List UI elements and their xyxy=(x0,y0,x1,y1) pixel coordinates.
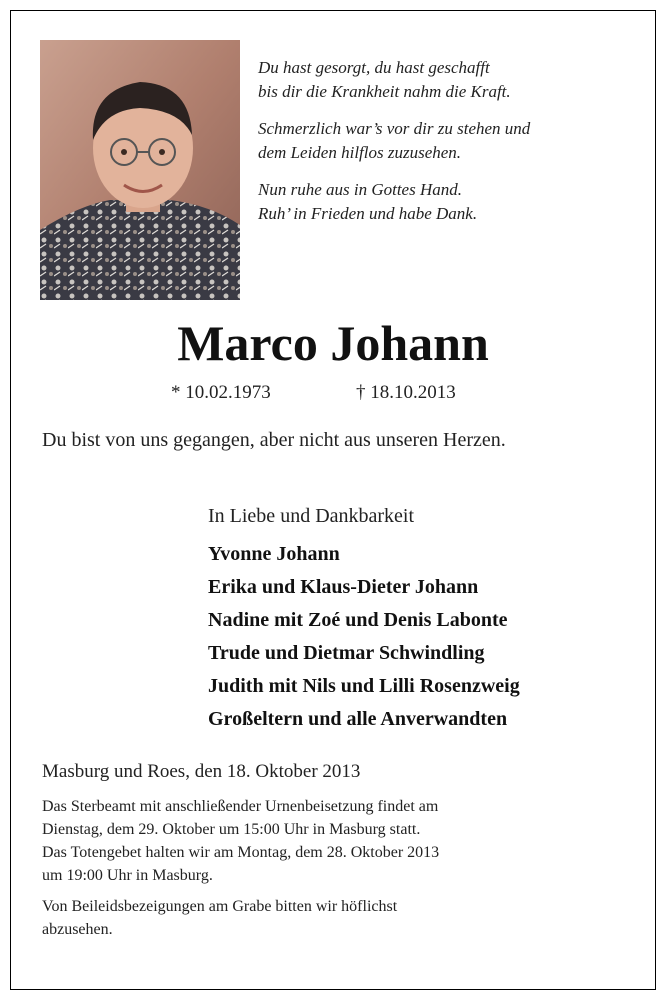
poem-line: Du hast gesorgt, du hast geschafft xyxy=(258,58,490,77)
poem-line: Ruh’ in Frieden und habe Dank. xyxy=(258,204,478,223)
birth-date: * 10.02.1973 xyxy=(171,382,271,403)
family-member: Judith mit Nils und Lilli Rosenzweig xyxy=(208,675,520,697)
poem-line: Nun ruhe aus in Gottes Hand. xyxy=(258,180,462,199)
poem-line: bis dir die Krankheit nahm die Kraft. xyxy=(258,82,511,101)
notice-paragraph xyxy=(42,895,642,941)
thanks-label: In Liebe und Dankbarkeit xyxy=(208,505,415,527)
notice-paragraph xyxy=(42,795,642,887)
notice-line: Das Sterbeamt mit anschließender Urnenbeisetzung findet am xyxy=(42,798,439,815)
family-member: Yvonne Johann xyxy=(208,543,340,565)
notice-line: Das Totengebet halten wir am Montag, dem 28. Oktober 2013 xyxy=(42,844,440,861)
place-date: Masburg und Roes, den 18. Oktober 2013 xyxy=(42,761,361,782)
poem-stanza xyxy=(258,117,638,165)
deceased-name: Marco Johann xyxy=(177,315,489,371)
portrait-photo xyxy=(40,40,240,300)
poem-stanza xyxy=(258,56,638,104)
poem-line: dem Leiden hilflos zuzusehen. xyxy=(258,143,462,162)
service-notice xyxy=(42,795,642,949)
poem-stanza xyxy=(258,178,638,226)
poem-line: Schmerzlich war’s vor dir zu stehen und xyxy=(258,119,531,138)
lead-text: Du bist von uns gegangen, aber nicht aus unseren Herzen. xyxy=(42,429,506,451)
family-list xyxy=(208,538,520,736)
death-date: † 18.10.2013 xyxy=(356,382,456,403)
notice-line: Von Beileidsbezeigungen am Grabe bitten wir höflichst xyxy=(42,898,398,915)
family-member: Nadine mit Zoé und Denis Labonte xyxy=(208,609,508,631)
notice-line: um 19:00 Uhr in Masburg. xyxy=(42,867,213,884)
family-member: Erika und Klaus-Dieter Johann xyxy=(208,576,479,598)
family-member: Trude und Dietmar Schwindling xyxy=(208,642,485,664)
poem xyxy=(258,56,638,239)
family-member: Großeltern und alle Anverwandten xyxy=(208,708,508,730)
notice-line: Dienstag, dem 29. Oktober um 15:00 Uhr in Masburg statt. xyxy=(42,821,421,838)
notice-line: abzusehen. xyxy=(42,921,113,938)
